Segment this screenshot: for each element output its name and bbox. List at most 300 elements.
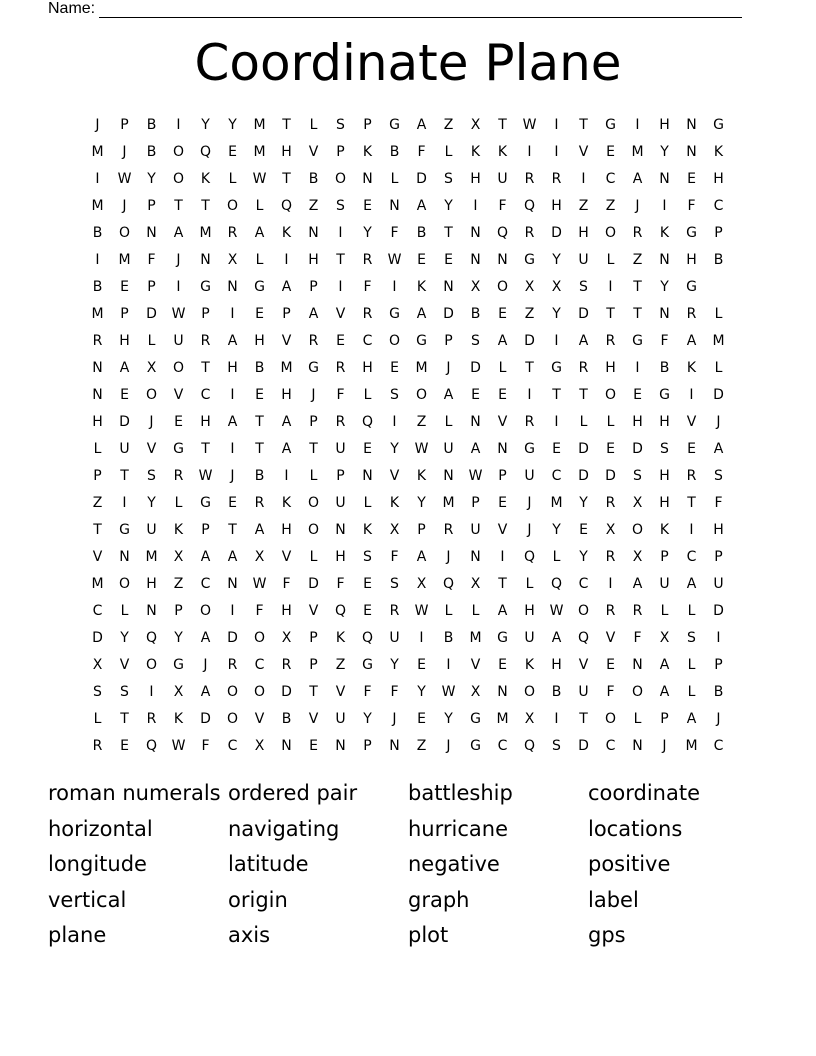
grid-letter: N (362, 170, 373, 187)
grid-letter: M (91, 305, 104, 322)
grid-letter: R (605, 332, 616, 349)
grid-letter: P (336, 467, 345, 484)
grid-letter: X (173, 548, 184, 565)
grid-row (84, 705, 732, 732)
grid-letter: A (416, 305, 427, 322)
grid-letter: G (470, 737, 481, 754)
grid-letter: T (525, 359, 534, 376)
grid-letter: X (173, 683, 184, 700)
grid-letter: Z (605, 197, 616, 214)
grid-letter: A (659, 656, 670, 673)
grid-letter: H (632, 413, 643, 430)
grid-letter: G (416, 332, 427, 349)
grid-letter: A (632, 575, 643, 592)
grid-letter: W (252, 170, 267, 187)
grid-letter: O (253, 683, 266, 700)
grid-letter: B (308, 170, 319, 187)
grid-letter: R (632, 224, 643, 241)
grid-letter: B (92, 224, 103, 241)
word-bank-item: horizontal (48, 816, 153, 841)
grid-letter: N (470, 224, 481, 241)
grid-letter: O (604, 710, 617, 727)
grid-letter: D (443, 305, 454, 322)
grid-letter: Z (416, 737, 427, 754)
grid-letter: T (174, 197, 183, 214)
grid-letter: F (417, 143, 426, 160)
grid-row (84, 597, 732, 624)
grid-letter: O (145, 656, 158, 673)
grid-letter: E (309, 737, 318, 754)
grid-letter: E (255, 386, 264, 403)
grid-letter: P (363, 116, 372, 133)
grid-letter: D (713, 386, 724, 403)
grid-letter: R (605, 494, 616, 511)
grid-letter: R (605, 602, 616, 619)
grid-letter: P (147, 278, 156, 295)
grid-letter: N (443, 467, 454, 484)
grid-letter: P (336, 143, 345, 160)
grid-letter: V (281, 332, 292, 349)
grid-letter: K (362, 143, 373, 160)
grid-letter: O (334, 170, 347, 187)
word-bank-item: locations (588, 816, 683, 841)
grid-letter: I (122, 494, 127, 511)
grid-letter: V (578, 656, 589, 673)
grid-letter: I (230, 386, 235, 403)
grid-letter: U (146, 521, 157, 538)
grid-letter: F (255, 602, 264, 619)
grid-letter: F (660, 332, 669, 349)
grid-letter: P (309, 656, 318, 673)
grid-letter: I (527, 143, 532, 160)
grid-letter: E (687, 170, 696, 187)
grid-letter: Y (147, 170, 156, 187)
grid-letter: T (201, 440, 210, 457)
grid-letter: V (497, 413, 508, 430)
grid-letter: O (631, 683, 644, 700)
grid-row (84, 489, 732, 516)
grid-letter: L (309, 548, 318, 565)
grid-letter: I (230, 602, 235, 619)
grid-letter: F (714, 494, 723, 511)
word-bank-item: hurricane (408, 816, 508, 841)
grid-letter: G (524, 440, 535, 457)
grid-letter: V (308, 602, 319, 619)
grid-letter: D (92, 629, 103, 646)
grid-letter: F (390, 683, 399, 700)
grid-row (84, 570, 732, 597)
grid-letter: S (714, 467, 723, 484)
grid-letter: E (120, 386, 129, 403)
grid-letter: L (120, 602, 129, 619)
grid-letter: D (578, 440, 589, 457)
grid-letter: T (255, 440, 264, 457)
grid-letter: R (227, 656, 238, 673)
grid-letter: W (171, 737, 186, 754)
grid-letter: E (444, 251, 453, 268)
grid-letter: J (122, 197, 127, 214)
grid-letter: N (146, 224, 157, 241)
grid-letter: J (716, 710, 721, 727)
grid-letter: W (252, 575, 267, 592)
grid-letter: E (120, 278, 129, 295)
grid-letter: A (632, 170, 643, 187)
grid-letter: L (363, 386, 372, 403)
grid-letter: I (662, 197, 667, 214)
grid-letter: W (468, 467, 483, 484)
grid-letter: C (362, 332, 373, 349)
grid-letter: M (442, 494, 455, 511)
grid-letter: H (281, 602, 292, 619)
grid-letter: K (659, 521, 670, 538)
grid-letter: D (308, 575, 319, 592)
grid-letter: R (524, 224, 535, 241)
grid-letter: V (254, 710, 265, 727)
grid-letter: H (146, 575, 157, 592)
grid-letter: W (549, 602, 564, 619)
grid-letter: T (579, 710, 588, 727)
word-bank-item: roman numerals (48, 781, 221, 805)
grid-letter: M (118, 251, 131, 268)
grid-letter: J (392, 710, 397, 727)
name-underline[interactable] (99, 2, 742, 18)
grid-letter: K (416, 467, 427, 484)
grid-letter: I (473, 197, 478, 214)
grid-letter: I (554, 413, 559, 430)
word-bank (48, 776, 768, 954)
grid-letter: M (280, 359, 293, 376)
grid-letter: A (416, 116, 427, 133)
grid-letter: A (686, 332, 697, 349)
grid-row (84, 273, 732, 300)
grid-letter: I (176, 116, 181, 133)
grid-letter: X (524, 710, 535, 727)
grid-letter: X (470, 278, 481, 295)
grid-letter: B (443, 629, 454, 646)
grid-letter: E (633, 386, 642, 403)
grid-letter: T (633, 305, 642, 322)
grid-letter: R (686, 467, 697, 484)
grid-letter: H (254, 332, 265, 349)
grid-row (84, 138, 732, 165)
grid-letter: I (176, 278, 181, 295)
grid-letter: Q (577, 629, 590, 646)
word-bank-item: navigating (228, 816, 340, 841)
grid-letter: Q (496, 224, 509, 241)
grid-letter: O (226, 710, 239, 727)
grid-row (84, 327, 732, 354)
grid-letter: K (281, 224, 292, 241)
grid-letter: I (554, 116, 559, 133)
grid-letter: S (687, 629, 696, 646)
grid-letter: Q (361, 413, 374, 430)
grid-letter: C (227, 737, 238, 754)
grid-letter: T (282, 170, 291, 187)
grid-letter: X (605, 521, 616, 538)
grid-letter: G (173, 656, 184, 673)
grid-letter: I (392, 278, 397, 295)
grid-letter: J (662, 737, 667, 754)
grid-letter: O (577, 602, 590, 619)
grid-letter: X (227, 251, 238, 268)
grid-letter: E (498, 305, 507, 322)
grid-letter: H (713, 170, 724, 187)
grid-row (84, 111, 732, 138)
grid-letter: V (281, 548, 292, 565)
grid-letter: M (712, 332, 725, 349)
grid-letter: L (498, 359, 507, 376)
grid-letter: G (119, 521, 130, 538)
grid-letter: T (309, 440, 318, 457)
grid-letter: G (497, 629, 508, 646)
grid-letter: Q (523, 737, 536, 754)
grid-row (84, 219, 732, 246)
grid-letter: K (173, 710, 184, 727)
grid-letter: H (227, 359, 238, 376)
grid-letter: D (470, 359, 481, 376)
grid-letter: N (686, 116, 697, 133)
grid-letter: R (686, 305, 697, 322)
grid-letter: X (470, 116, 481, 133)
grid-letter: J (446, 359, 451, 376)
grid-letter: A (497, 332, 508, 349)
grid-letter: S (120, 683, 129, 700)
grid-letter: Y (444, 197, 453, 214)
grid-letter: X (92, 656, 103, 673)
word-bank-item: gps (588, 923, 626, 948)
grid-letter: J (527, 521, 532, 538)
grid-letter: W (171, 305, 186, 322)
grid-letter: N (497, 683, 508, 700)
grid-letter: K (362, 521, 373, 538)
grid-letter: L (552, 548, 561, 565)
grid-letter: L (687, 656, 696, 673)
grid-letter: M (685, 737, 698, 754)
grid-letter: R (92, 332, 103, 349)
grid-letter: L (255, 197, 264, 214)
grid-letter: J (446, 548, 451, 565)
grid-letter: K (416, 278, 427, 295)
grid-letter: R (227, 224, 238, 241)
grid-letter: K (524, 656, 535, 673)
grid-letter: T (282, 116, 291, 133)
grid-letter: P (120, 305, 129, 322)
word-bank-item: longitude (48, 852, 147, 877)
grid-letter: E (363, 575, 372, 592)
grid-letter: N (632, 656, 643, 673)
grid-letter: L (579, 413, 588, 430)
grid-letter: V (470, 656, 481, 673)
grid-letter: N (119, 548, 130, 565)
grid-letter: R (173, 467, 184, 484)
grid-letter: R (524, 170, 535, 187)
word-bank-item: latitude (228, 852, 309, 877)
grid-letter: K (281, 494, 292, 511)
grid-letter: Y (147, 494, 156, 511)
grid-row (84, 300, 732, 327)
grid-letter: Y (174, 629, 183, 646)
grid-letter: G (362, 656, 373, 673)
grid-letter: Q (523, 548, 536, 565)
grid-letter: P (417, 521, 426, 538)
grid-letter: P (282, 305, 291, 322)
grid-letter: F (336, 575, 345, 592)
grid-letter: G (632, 332, 643, 349)
grid-letter: F (282, 575, 291, 592)
grid-letter: Z (335, 656, 346, 673)
page-title: Coordinate Plane (194, 34, 622, 92)
grid-letter: T (201, 359, 210, 376)
grid-letter: D (578, 305, 589, 322)
grid-letter: M (91, 197, 104, 214)
word-bank-item: origin (228, 887, 288, 912)
grid-letter: P (498, 467, 507, 484)
grid-letter: A (254, 224, 265, 241)
grid-letter: S (660, 440, 669, 457)
grid-letter: O (118, 575, 131, 592)
grid-letter: C (200, 575, 211, 592)
grid-letter: E (498, 494, 507, 511)
grid-letter: W (198, 467, 213, 484)
grid-letter: N (470, 413, 481, 430)
grid-letter: E (363, 602, 372, 619)
grid-letter: A (416, 548, 427, 565)
grid-letter: A (227, 548, 238, 565)
grid-letter: S (336, 116, 345, 133)
grid-letter: H (551, 197, 562, 214)
grid-letter: D (605, 467, 616, 484)
grid-letter: Z (92, 494, 103, 511)
grid-letter: H (281, 386, 292, 403)
grid-letter: M (550, 494, 563, 511)
grid-letter: G (659, 386, 670, 403)
grid-letter: A (686, 710, 697, 727)
grid-letter: T (633, 278, 642, 295)
grid-letter: L (714, 359, 723, 376)
grid-letter: R (335, 359, 346, 376)
grid-letter: A (227, 413, 238, 430)
grid-letter: H (335, 548, 346, 565)
grid-letter: L (444, 602, 453, 619)
grid-letter: I (527, 386, 532, 403)
grid-letter: V (308, 710, 319, 727)
grid-letter: Q (361, 629, 374, 646)
grid-letter: G (200, 494, 211, 511)
grid-letter: C (200, 386, 211, 403)
grid-letter: V (497, 521, 508, 538)
grid-letter: U (335, 494, 346, 511)
grid-letter: E (336, 332, 345, 349)
name-field[interactable] (48, 0, 742, 18)
grid-letter: P (714, 224, 723, 241)
grid-letter: N (659, 170, 670, 187)
grid-letter: I (446, 656, 451, 673)
grid-letter: Y (363, 224, 372, 241)
grid-letter: U (497, 170, 508, 187)
grid-letter: R (92, 737, 103, 754)
grid-letter: B (713, 251, 724, 268)
grid-letter: A (659, 683, 670, 700)
grid-letter: I (554, 710, 559, 727)
grid-letter: M (631, 143, 644, 160)
grid-letter: K (389, 494, 400, 511)
grid-letter: U (443, 440, 454, 457)
grid-letter: X (254, 548, 265, 565)
word-bank-item: vertical (48, 887, 127, 912)
grid-letter: I (230, 440, 235, 457)
grid-letter: E (417, 656, 426, 673)
grid-letter: L (228, 170, 237, 187)
grid-letter: L (633, 710, 642, 727)
word-bank-item: coordinate (588, 781, 701, 805)
grid-letter: Y (120, 629, 129, 646)
grid-row (84, 624, 732, 651)
grid-row (84, 435, 732, 462)
grid-letter: B (470, 305, 481, 322)
grid-letter: V (335, 305, 346, 322)
grid-letter: H (362, 359, 373, 376)
grid-letter: V (146, 440, 157, 457)
grid-row (84, 192, 732, 219)
grid-letter: U (524, 467, 535, 484)
grid-letter: F (390, 224, 399, 241)
grid-letter: K (497, 143, 508, 160)
grid-letter: C (551, 467, 562, 484)
grid-letter: C (92, 602, 103, 619)
grid-letter: F (201, 737, 210, 754)
grid-letter: S (147, 467, 156, 484)
word-bank-item: axis (228, 923, 271, 948)
grid-row (84, 651, 732, 678)
grid-letter: L (444, 143, 453, 160)
grid-letter: F (147, 251, 156, 268)
grid-letter: H (524, 602, 535, 619)
grid-letter: P (363, 737, 372, 754)
grid-letter: V (335, 683, 346, 700)
grid-letter: H (659, 494, 670, 511)
grid-letter: F (606, 683, 615, 700)
grid-letter: A (497, 602, 508, 619)
grid-letter: N (497, 251, 508, 268)
grid-letter: Z (308, 197, 319, 214)
grid-letter: C (497, 737, 508, 754)
grid-letter: H (605, 359, 616, 376)
grid-letter: A (551, 629, 562, 646)
grid-letter: M (469, 629, 482, 646)
grid-row (84, 462, 732, 489)
grid-letter: T (444, 224, 453, 241)
letter-grid (84, 111, 732, 759)
grid-letter: T (552, 386, 561, 403)
grid-letter: S (390, 386, 399, 403)
grid-letter: Y (552, 521, 561, 538)
grid-letter: M (199, 224, 212, 241)
grid-letter: P (120, 116, 129, 133)
grid-letter: Q (550, 575, 563, 592)
grid-letter: S (390, 575, 399, 592)
grid-letter: N (362, 467, 373, 484)
grid-letter: H (281, 143, 292, 160)
grid-letter: S (633, 467, 642, 484)
grid-letter: V (605, 629, 616, 646)
grid-letter: G (686, 278, 697, 295)
grid-letter: O (226, 683, 239, 700)
grid-letter: L (606, 413, 615, 430)
grid-letter: E (687, 440, 696, 457)
grid-letter: H (659, 467, 670, 484)
grid-letter: A (227, 332, 238, 349)
grid-letter: E (498, 386, 507, 403)
